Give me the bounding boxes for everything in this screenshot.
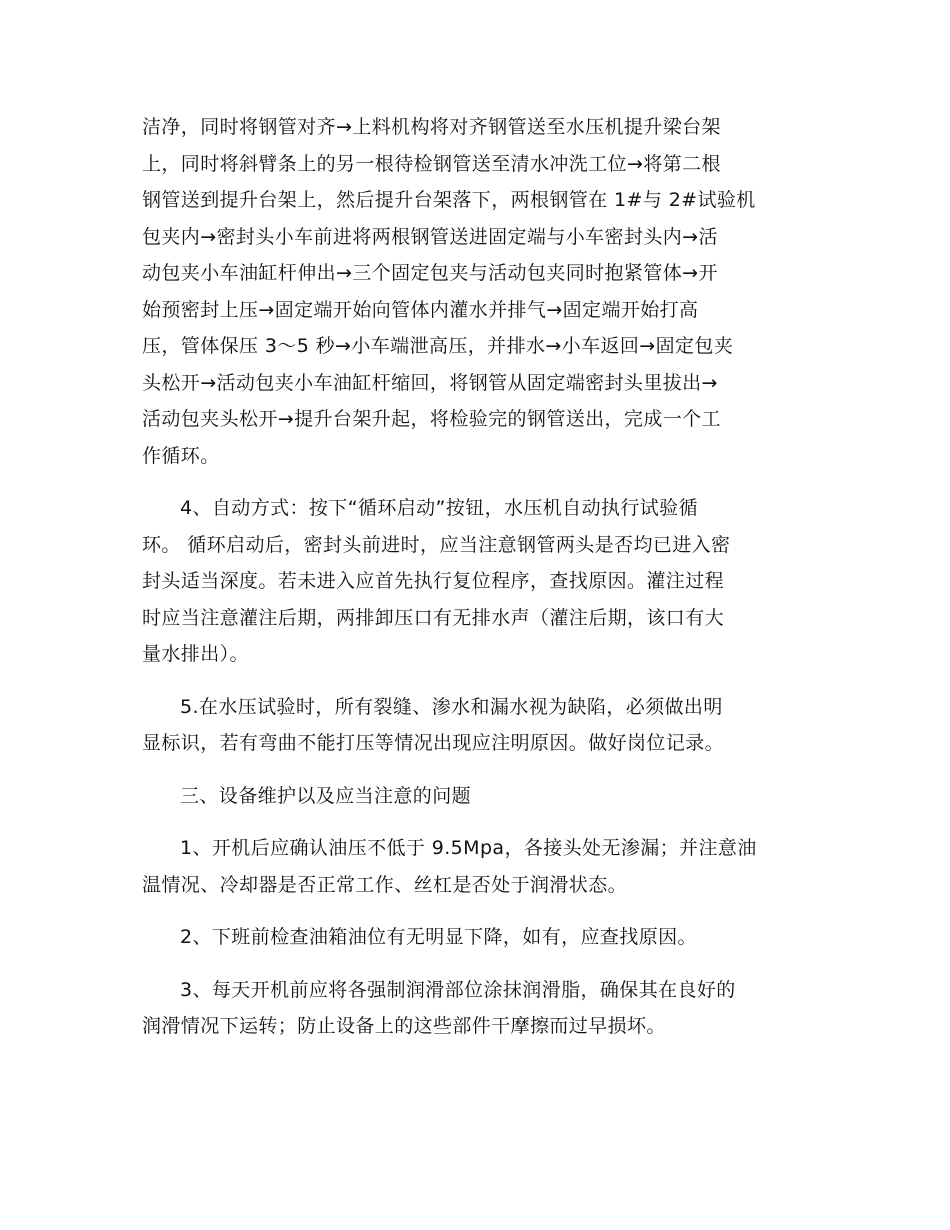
heading-text: 三、设备维护以及应当注意的问题 [180,784,472,807]
text-line: 包夹内→密封头小车前进将两根钢管送进固定端与小车密封头内→活 [142,225,718,248]
paragraph-auto-mode [142,490,812,673]
text-line: 封头适当深度。若未进入应首先执行复位程序，查找原因。灌注过程 [142,570,725,592]
text-line: 显标识，若有弯曲不能打压等情况出现应注明原因。做好岗位记录。 [142,732,725,754]
text-line: 上，同时将斜臂条上的另一根待检钢管送至清水冲洗工位→将第二根 [142,152,721,175]
text-line: 头松开→活动包夹小车油缸杆缩回，将钢管从固定端密封头里拔出→ [142,371,718,394]
text-line: 动包夹小车油缸杆伸出→三个固定包夹与活动包夹同时抱紧管体→开 [142,262,718,284]
text-line: 5.在水压试验时，所有裂缝、渗水和漏水视为缺陷，必须做出明 [180,695,723,718]
text-line: 压，管体保压 3～5 秒→小车端泄高压，并排水→小车返回→固定包夹 [142,335,734,357]
section-heading-maintenance [142,778,812,815]
text-line: 洁净，同时将钢管对齐→上料机构将对齐钢管送至水压机提升梁台架 [142,116,721,138]
text-line: 作循环。 [142,444,220,467]
paragraph-process-steps [142,109,812,474]
text-line: 活动包夹头松开→提升台架升起，将检验完的钢管送出，完成一个工 [142,408,721,430]
paragraph-maintenance-2 [142,919,812,956]
document-body [142,109,812,1045]
text-line: 量水排出）。 [142,643,249,665]
paragraph-defect-marking [142,689,812,762]
paragraph-maintenance-3 [142,972,812,1045]
text-line: 钢管送到提升台架上，然后提升台架落下，两根钢管在 1#与 2#试验机 [142,189,756,211]
text-line: 4、自动方式：按下“循环启动”按钮，水压机自动执行试验循 [180,497,698,519]
text-line: 始预密封上压→固定端开始向管体内灌水并排气→固定端开始打高 [142,298,699,321]
text-line: 1、开机后应确认油压不低于 9.5Mpa，各接头处无渗漏；并注意油 [180,837,757,859]
text-line: 时应当注意灌注后期，两排卸压口有无排水声（灌注后期，该口有大 [142,606,725,629]
text-line: 2、下班前检查油箱油位有无明显下降，如有，应查找原因。 [180,926,697,948]
text-line: 环。 循环启动后，密封头前进时，应当注意钢管两头是否均已进入密 [142,533,731,556]
text-line: 3、每天开机前应将各强制润滑部位涂抹润滑脂，确保其在良好的 [180,978,736,1001]
text-line: 温情况、冷却器是否正常工作、丝杠是否处于润滑状态。 [142,873,628,896]
text-line: 润滑情况下运转；防止设备上的这些部件干摩擦而过早损坏。 [142,1015,666,1037]
paragraph-maintenance-1 [142,830,812,903]
